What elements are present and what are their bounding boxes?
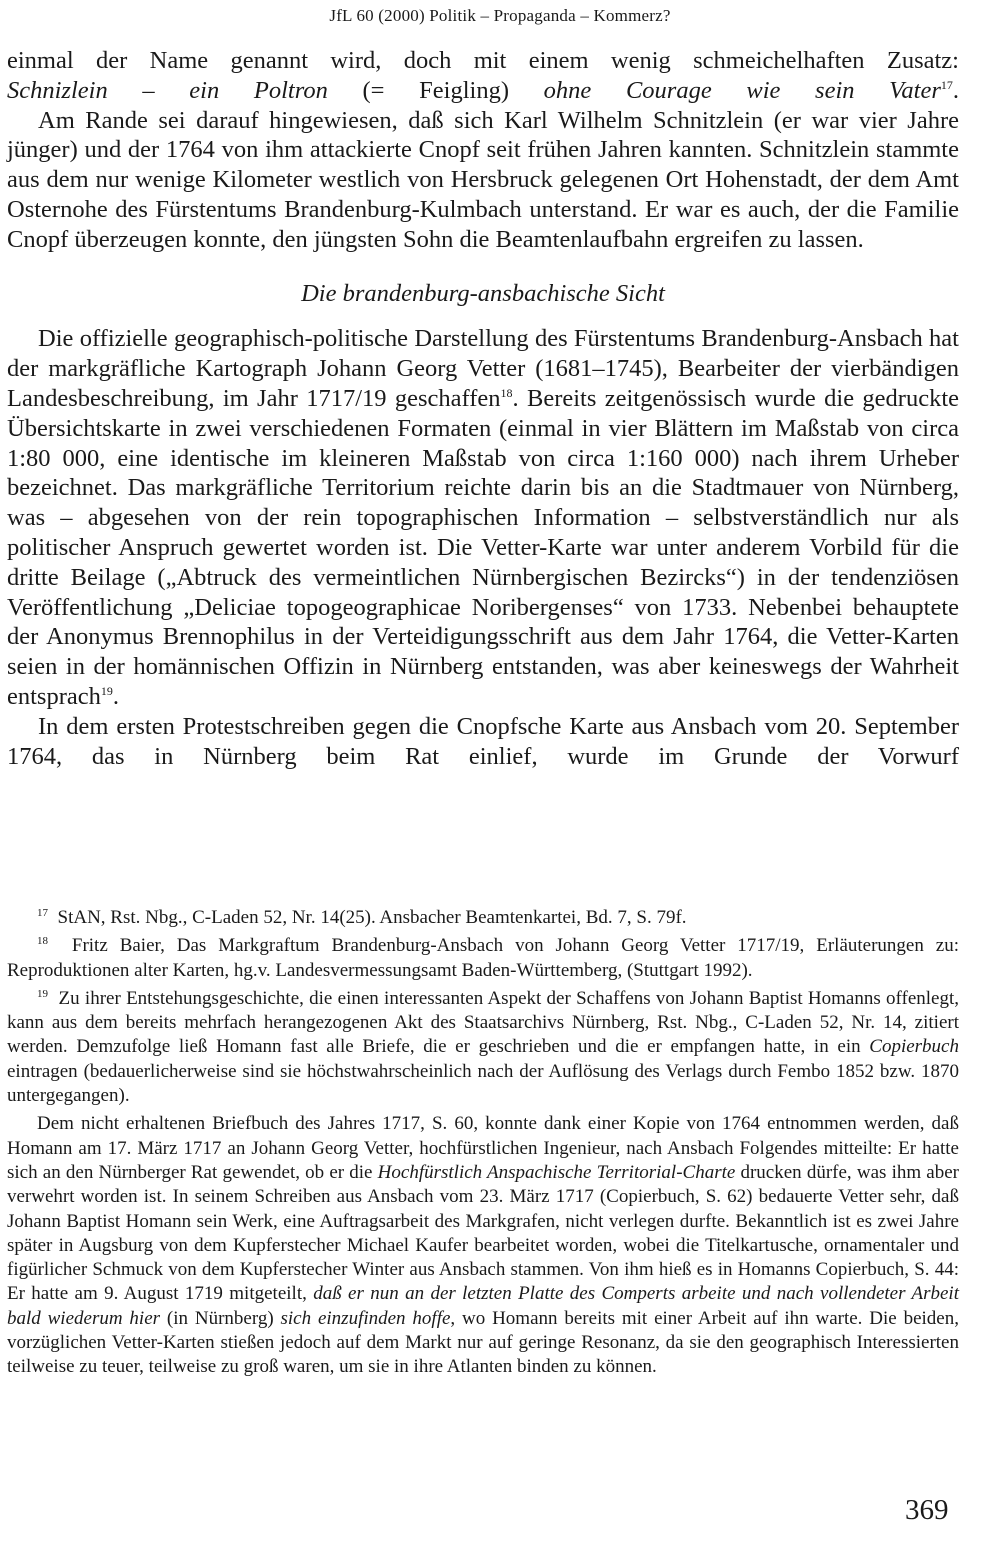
paragraph-2: Am Rande sei darauf hingewiesen, daß sich Karl Wilhelm Schnitzlein (er war vier Jahre jünger) und der 1764 von ihm attackierte Cnopf seit frühen Jahren kannten. Schnitzlein stammte aus dem nur wenige Kilometer westlich von Hersbruck gelegenen Ort Hohenstadt, der dem Amt Osternohe des Fürstentums Brandenburg-Kulmbach unterstand. Er war es auch, der die Familie Cnopf überzeugen konnte, den jüngsten Sohn die Beamtenlaufbahn ergreifen zu lassen. xyxy=(7,106,959,253)
footnote-ref-18: 18 xyxy=(500,385,513,400)
footnote-17: $^{17}$ StAN, Rst. Nbg., C-Laden 52, Nr. 14(25). Ansbacher Beamtenkartei, Bd. 7, S. 79f. xyxy=(37,907,687,928)
section-heading: Die brandenburg-ansbachische Sicht xyxy=(301,279,665,307)
footnote-19: $^{19}$ Zu ihrer Entstehungsgeschichte, die einen interessanten Aspekt der Schaffens von Johann Baptist Homanns offenlegt, kann aus dem bereits mehrfach herangezogenen Akt des Staatsarchivs Nürnberg, Rst. Nbg., C-Laden 52, Nr. 14, zitiert werden. Demzufolge ließ Homann fast alle Briefe, die er geschrieben und die er empfangen hatte, in ein Copierbuch eintragen (bedauerlicherweise sind sie höchstwahrscheinlich nach der Auflösung des Verlags durch Fembo 1852 bzw. 1870 untergegangen). xyxy=(7,987,959,1107)
quote-italic: Schnizlein – ein Poltron xyxy=(7,76,328,104)
main-text xyxy=(7,46,959,771)
footnote-18: $^{18}$ Fritz Baier, Das Markgraftum Brandenburg-Ansbach von Johann Georg Vetter 1717/19, Erläuterungen zu: Reproduktionen alter Karten, hg.v. Landesvermessungsamt Baden-Württemberg, (Stuttgart 1992). xyxy=(7,935,960,981)
paragraph-3: Die offizielle geographisch-politische Darstellung des Fürstentums Brandenburg-Ansbach hat der markgräfliche Kartograph Johann Georg Vetter (1681–1745), Bearbeiter der vierbändigen Landesbeschreibung, im Jahr 1717/19 geschaffen$^{18}$. Bereits zeitgenössisch wurde die gedruckte Übersichtskarte in zwei verschiedenen Formaten (einmal in vier Blättern im Maßstab von circa 1:80 000, eine identische im kleineren Maßstab von circa 1:160 000) nach ihrem Urheber bezeichnet. Das markgräfliche Territorium reichte darin bis an die Stadtmauer von Nürnberg, was – abgesehen von der rein topographischen Information – selbstverständlich nur als politischer Anspruch gewertet worden ist. Die Vetter-Karte war unter anderem Vorbild für die dritte Beilage („Abtruck des vermeintlichen Nürnbergischen Bezircks“) in der tendenziösen Veröffentlichung „Deliciae topogeographicae Noribergenses“ von 1733. Nebenbei behauptete der Anonymus Brennophilus in der Verteidigungsschrift aus dem Jahr 1764, die Vetter-Karten seien in der homännischen Offizin in Nürnberg entstanden, was aber keineswegs der Wahrheit entsprach$^{19}$. xyxy=(7,325,960,710)
footnotes xyxy=(7,906,959,1384)
paragraph-1: einmal der Name genannt wird, doch mit einem wenig schmeichelhaften Zusatz: Schnizlein – ein Poltron (= Feigling) ohne Courage wie sein Vater$^{17}$. xyxy=(7,47,960,104)
paragraph-4: In dem ersten Protestschreiben gegen die Cnopfsche Karte aus Ansbach vom 20. September 1764, das in Nürnberg beim Rat einlief, wurde im Grunde der Vorwurf xyxy=(7,712,959,770)
running-head: JfL 60 (2000) Politik – Propaganda – Kommerz? xyxy=(329,6,671,25)
footnote-ref-17: 17 xyxy=(940,77,953,92)
page-number: 369 xyxy=(905,1494,949,1526)
footnote-ref-19: 19 xyxy=(100,683,113,698)
footnote-19-continued: Dem nicht erhaltenen Briefbuch des Jahres 1717, S. 60, konnte dank einer Kopie von 1764 entnommen werden, daß Homann am 17. März 1717 an Johann Georg Vetter, hochfürstlichen Ingenieur, nach Ansbach Folgendes mitteilte: Er hatte sich an den Nürnberger Rat gewendet, ob er die Hochfürstlich Anspachische Territorial-Charte drucken dürfe, was ihm aber verwehrt worden ist. In seinem Schreiben aus Ansbach vom 23. März 1717 (Copierbuch, S. 62) bedauerte Vetter sehr, daß Johann Baptist Homann sein Werk, eine Auftragsarbeit des Markgrafen, nicht verlegen durfte. Bekanntlich ist es zwei Jahre später in Augsburg von dem Kupferstecher Michael Kaufer bearbeitet worden, wobei die Titelkartusche, ornamentaler und figürlicher Schmuck von dem Kupferstecher Winter aus Ansbach stammen. Von ihm hieß es in Homanns Copierbuch, S. 44: Er hatte am 9. August 1719 mitgeteilt, daß er nun an der letzten Platte des Comperts arbeite und nach vollendeter Arbeit bald wiederum hier (in Nürnberg) sich einzufinden hoffe, wo Homann bereits mit einer Arbeit auf ihn warte. Die beiden, vorzüglichen Vetter-Karten stießen jedoch auf dem Markt nur auf geringe Resonanz, da sie den geographisch Interessierten teilweise zu teuer, teilweise zu groß waren, um sie in ihre Atlanten binden zu können. xyxy=(7,1113,959,1378)
quote-italic: ohne Courage wie sein Vater xyxy=(543,76,941,104)
